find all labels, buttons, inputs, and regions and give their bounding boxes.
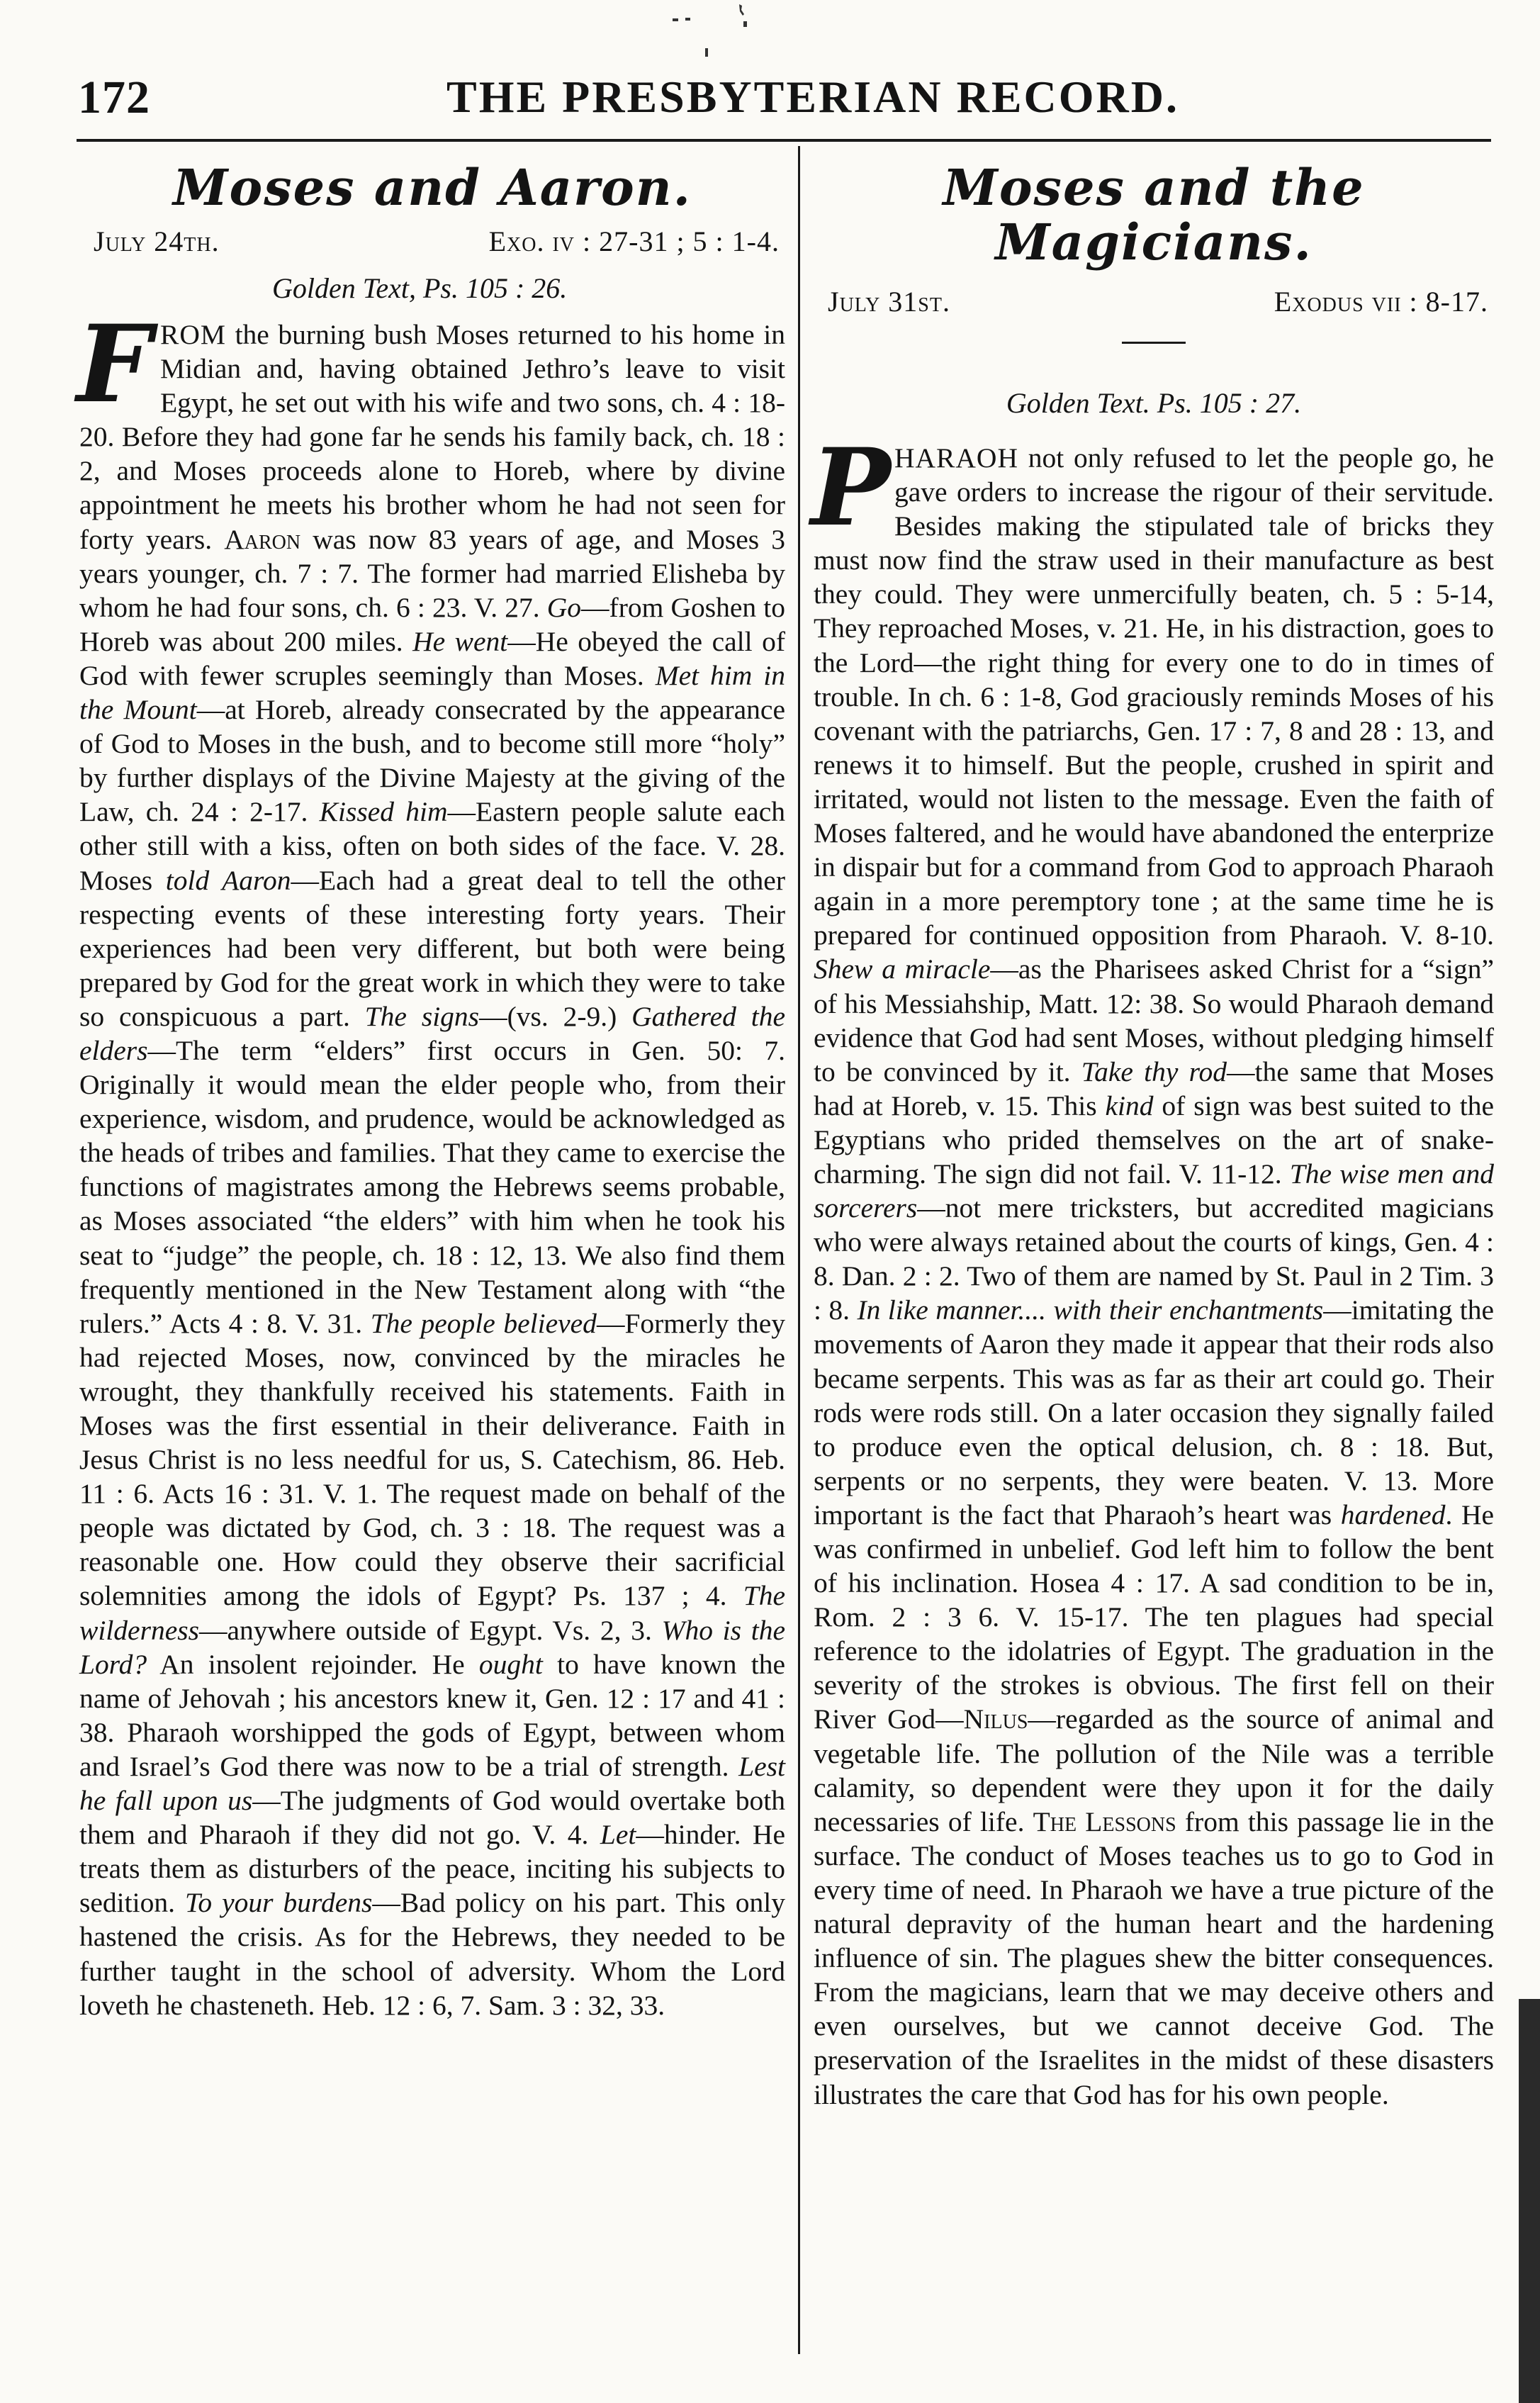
opening-caps: HARAOH: [894, 442, 1018, 474]
lesson-column-right: [811, 146, 1495, 2112]
lesson-title: Moses and Aaron.: [173, 158, 692, 217]
drop-cap: F: [77, 302, 152, 427]
print-specks: [670, 0, 755, 64]
lesson-body: [77, 302, 786, 2022]
lesson-date: July 31st.: [828, 286, 950, 318]
page-number: 172: [78, 72, 150, 123]
header-rule: [77, 139, 1491, 142]
scripture-reference: Exodus vii : 8-17.: [1274, 286, 1488, 318]
publication-title: THE PRESBYTERIAN RECORD.: [446, 72, 1179, 122]
page-header: [78, 71, 1488, 128]
page-edge-shadow: [1519, 1999, 1540, 2403]
scripture-reference: Exo. iv : 27-31 ; 5 : 1-4.: [488, 225, 780, 257]
column-divider: [798, 146, 800, 2354]
lesson-meta: [79, 225, 785, 267]
lesson-body-text: the burning bush Moses returned to his home in Midian and, having obtained Jethro’s leave to visit Egypt, he set out with his wife and two sons, ch. 4 : 18-20. Before they had gone far he sends his family back, ch. 18 : 2, and Moses proceeds alone to Horeb, where by divine appointment he meets his brother whom he had not seen for forty years. Aaron was now 83 years of age, and Moses 3 years younger, ch. 7 : 7. The former had married Elisheba by whom he had four sons, ch. 6 : 23. V. 27. Go—from Goshen to Horeb was about 200 miles. He went—He obeyed the call of God with fewer scruples seemingly than Moses. Met him in the Mount—at Horeb, already consecrated by the appearance of God to Moses in the bush, and to become still more “holy” by further displays of the Divine Majesty at the giving of the Law, ch. 24 : 2-17. Kissed him—Eastern people salute each other still with a kiss, often on both sides of the face. V. 28. Moses told Aaron—Each had a great deal to tell the other respecting events of these interesting forty years. Their experiences had been very different, but both were being prepared by God for the great work in which they were to take so conspicuous a part. The signs—(vs. 2-9.) Gathered the elders—The term “elders” first occurs in Gen. 50: 7. Originally it would mean the elder people who, from their experience, wisdom, and prudence, would be acknowledged as the heads of tribes and families. That they came to exercise the functions of magistrates among the Hebrews seems probable, as Moses associated “the elders” with him when he took his seat to “judge” the people, ch. 18 : 12, 13. We also find them frequently mentioned in the New Testament along with “the rulers.” Acts 4 : 8. V. 31. The people believed—Formerly they had rejected Moses, now, convinced by the miracles he wrought, they thankfully received his statements. Faith in Moses was the first essential in their deliverance. Faith in Jesus Christ is no less needful for us, S. Catechism, 86. Heb. 11 : 6. Acts 16 : 31. V. 1. The request made on behalf of the people was dictated by God, ch. 3 : 18. The request was a reasonable one. How could they observe their sacrificial solemnities among the idols of Egypt? Ps. 137 ; 4. The wilderness—anywhere outside of Egypt. Vs. 2, 3. Who is the Lord? An insolent rejoinder. He ought to have known the name of Jehovah ; his ancestors knew it, Gen. 12 : 17 and 41 : 38. Pharaoh worshipped the gods of Egypt, between whom and Israel’s God there was now to be a trial of strength. Lest he fall upon us—The judgments of God would overtake both them and Pharaoh if they did not go. V. 4. Let—hinder. He treats them as disturbers of the peace, inciting his subjects to sedition. To your burdens—Bad policy on his part. This only hastened the crisis. As for the Hebrews, they needed to be further taught in the school of adversity. Whom the Lord loveth he chasteneth. Heb. 12 : 6, 7. Sam. 3 : 32, 33.: [79, 319, 786, 2021]
lesson-column-left: [79, 146, 785, 2022]
section-rule: [1122, 342, 1186, 344]
lesson-body: [811, 425, 1495, 2112]
lesson-meta: [814, 285, 1494, 327]
lesson-body-text: not only refused to let the people go, he gave orders to increase the rigour of their servitude. Besides making the stipulated tale of bricks they must now find the straw used in their manufacture as best they could. They were unmercifully beaten, ch. 5 : 5-14, They reproached Moses, v. 21. He, in his distraction, goes to the Lord—the right thing for every one to do in times of trouble. In ch. 6 : 1-8, God graciously reminds Moses of his covenant with the patriarchs, Gen. 17 : 7, 8 and 28 : 13, and renews it to himself. But the people, crushed in spirit and irritated, would not listen to the message. Even the faith of Moses faltered, and he would have abandoned the enterprize in dispair but for a command from God to approach Pharaoh again in a more peremptory tone ; at the same time he is prepared for continued opposition from Pharaoh. V. 8-10. Shew a miracle—as the Pharisees asked Christ for a “sign” of his Messiahship, Matt. 12: 38. So would Pharaoh demand evidence that God had sent Moses, without pledging himself to be convinced by it. Take thy rod—the same that Moses had at Horeb, v. 15. This kind of sign was best suited to the Egyptians who prided themselves on the art of snake-charming. The sign did not fail. V. 11-12. The wise men and sorcerers—not mere tricksters, but accredited magicians who were always retained about the courts of kings, Gen. 4 : 8. Dan. 2 : 2. Two of them are named by St. Paul in 2 Tim. 3 : 8. In like manner.... with their enchantments—imitating the movements of Aaron they made it appear that their rods also became serpents. This was as far as their art could go. Their rods were rods still. On a later occasion they signally failed to produce even the optical delusion, ch. 8 : 18. But, serpents or no serpents, they were beaten. V. 13. More important is the fact that Pharaoh’s heart was hardened. He was confirmed in unbelief. God left him to follow the bent of his inclination. Hosea 4 : 17. A sad condition to be in, Rom. 2 : 3 6. V. 15-17. The ten plagues had special reference to the idolatries of Egypt. The graduation in the severity of the strokes is obvious. The first fell on their River God—Nilus—regarded as the source of animal and vegetable life. The pollution of the Nile was a terrible calamity, so dependent were they upon it for the daily necessaries of life. The Lessons from this passage lie in the surface. The conduct of Moses teaches us to go to God in every time of need. In Pharaoh we have a true picture of the natural depravity of the human heart and the hardening influence of sin. The plagues shew the bitter consequences. From the magicians, learn that we may deceive others and even ourselves, but we cannot deceive God. The preservation of the Israelites in the midst of these disasters illustrates the care that God has for his own people.: [814, 442, 1495, 2110]
golden-text: Golden Text. Ps. 105 : 27.: [1006, 387, 1302, 419]
lesson-title: Moses and the Magicians.: [943, 158, 1365, 271]
lesson-date: July 24th.: [94, 225, 220, 257]
drop-cap: P: [811, 425, 891, 550]
opening-caps: ROM: [160, 319, 226, 350]
golden-text: Golden Text, Ps. 105 : 26.: [272, 272, 568, 304]
